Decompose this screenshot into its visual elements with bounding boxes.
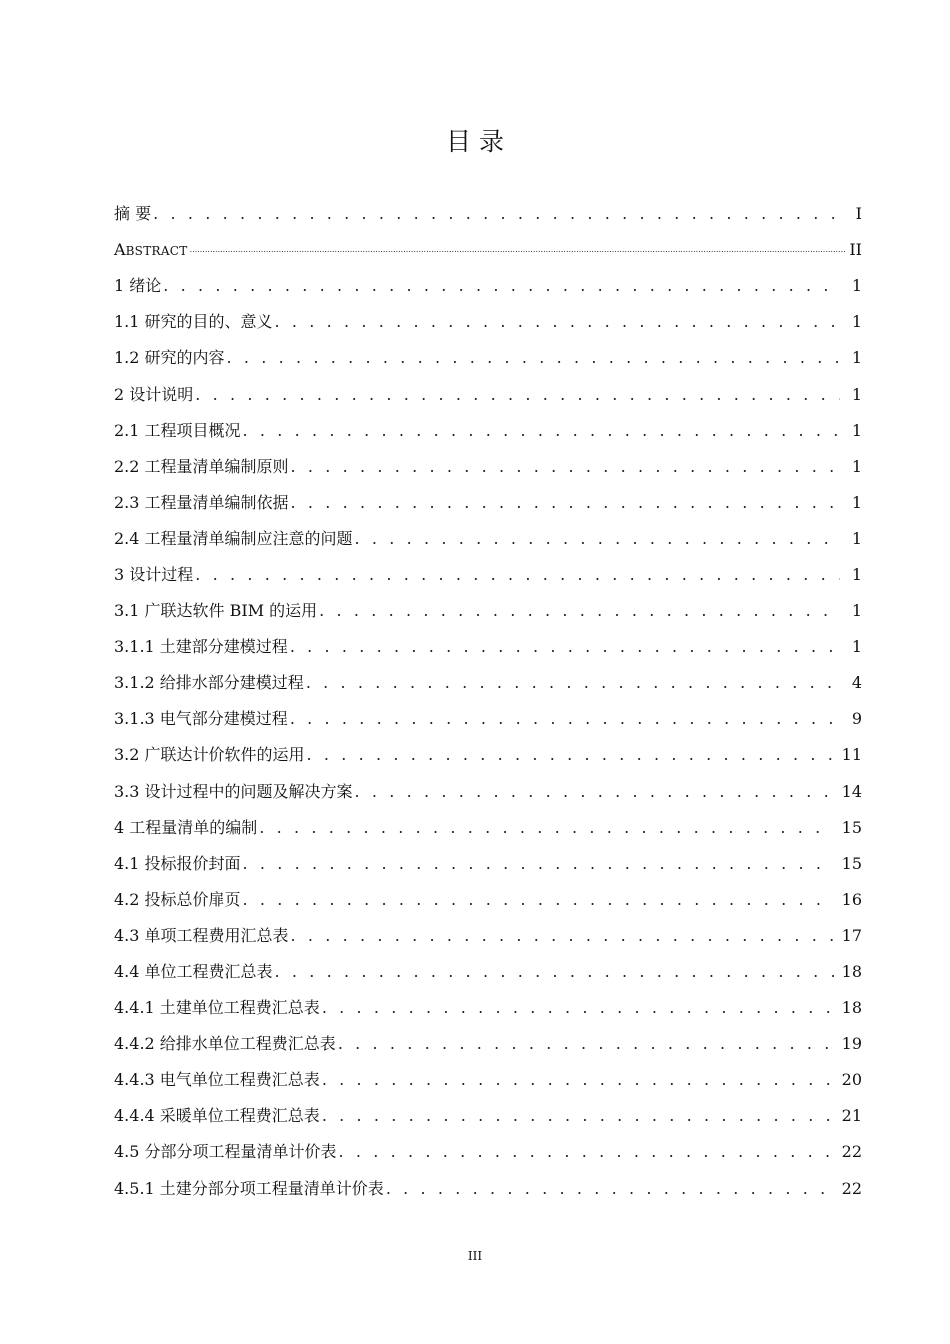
toc-entry-label: 2.1 工程项目概况 [114, 420, 241, 440]
toc-entry-page: 21 [841, 1106, 862, 1126]
toc-entry-page: 16 [841, 889, 862, 909]
toc-entry-page: I [855, 204, 862, 224]
toc-entry-page: 4 [851, 673, 862, 693]
dot-leader [355, 529, 840, 549]
toc-entry-label: 4.3 单项工程费用汇总表 [114, 925, 289, 945]
toc-entry-label: 2.3 工程量清单编制依据 [114, 492, 289, 512]
toc-entry[interactable] [114, 521, 862, 557]
toc-entry[interactable] [114, 340, 862, 376]
toc-entry-label-rest: BSTRACT [125, 243, 188, 258]
toc-entry-label: 3.1.1 土建部分建模过程 [114, 637, 288, 657]
toc-entry-label: 4.4.2 给排水单位工程费汇总表 [114, 1034, 336, 1054]
toc-entry-page: 1 [851, 601, 862, 621]
toc-entry[interactable] [114, 268, 862, 304]
dot-leader [227, 348, 840, 368]
dot-leader [307, 745, 834, 765]
dot-leader [195, 565, 840, 585]
toc-entry[interactable] [114, 1098, 862, 1134]
table-of-contents [114, 196, 862, 1207]
toc-entry-label: 4.5.1 土建分部分项工程量清单计价表 [114, 1178, 384, 1198]
dot-leader [290, 637, 840, 657]
dot-leader [195, 385, 840, 405]
dot-leader [322, 1070, 834, 1090]
toc-entry-label: 4.4.3 电气单位工程费汇总表 [114, 1070, 320, 1090]
toc-entry[interactable] [114, 665, 862, 701]
toc-entry-label: 3 设计过程 [114, 564, 194, 584]
dot-leader [319, 601, 840, 621]
toc-entry-label-initial: A [114, 239, 126, 259]
dot-leader [163, 276, 840, 296]
toc-entry[interactable] [114, 1171, 862, 1207]
toc-entry[interactable] [114, 449, 862, 485]
toc-entry-label: 1.1 研究的目的、意义 [114, 312, 273, 332]
toc-entry[interactable] [114, 196, 862, 232]
dot-leader [243, 854, 834, 874]
toc-entry[interactable] [114, 918, 862, 954]
toc-entry[interactable] [114, 629, 862, 665]
toc-entry-page: 1 [851, 384, 862, 404]
dot-leader [322, 1106, 834, 1126]
toc-entry-page: 15 [841, 817, 862, 837]
toc-entry[interactable] [114, 1134, 862, 1170]
dot-leader [291, 457, 840, 477]
toc-entry[interactable] [114, 557, 862, 593]
toc-entry-page: 11 [841, 745, 862, 765]
toc-entry-page: 20 [841, 1070, 862, 1090]
toc-entry-page: 14 [841, 781, 862, 801]
toc-entry-label: 4.2 投标总价扉页 [114, 889, 241, 909]
toc-entry-page: 15 [841, 853, 862, 873]
toc-entry[interactable] [114, 810, 862, 846]
toc-entry-label: 2 设计说明 [114, 384, 194, 404]
toc-entry-label: 4.5 分部分项工程量清单计价表 [114, 1142, 337, 1162]
toc-entry-label: 4.4.4 采暖单位工程费汇总表 [114, 1106, 320, 1126]
page-title: 目 录 [446, 127, 504, 156]
toc-entry-label: 3.1.2 给排水部分建模过程 [114, 673, 304, 693]
toc-entry-label: 1.2 研究的内容 [114, 348, 225, 368]
dot-leader [275, 962, 834, 982]
toc-entry-label: 3.1.3 电气部分建模过程 [114, 709, 288, 729]
toc-entry-page: 1 [851, 637, 862, 657]
toc-entry[interactable] [114, 737, 862, 773]
toc-entry-label: 3.2 广联达计价软件的运用 [114, 745, 305, 765]
dot-leader [259, 818, 833, 838]
toc-entry-page: 22 [841, 1178, 862, 1198]
toc-entry-label: 摘 要 [114, 204, 152, 224]
toc-entry-page: 1 [851, 420, 862, 440]
toc-entry-page: 1 [851, 564, 862, 584]
toc-entry-page: 17 [841, 925, 862, 945]
toc-entry-page: 22 [841, 1142, 862, 1162]
toc-entry[interactable] [114, 1062, 862, 1098]
toc-entry-label [114, 240, 188, 261]
dot-leader [355, 782, 834, 802]
toc-entry[interactable] [114, 304, 862, 340]
toc-entry[interactable] [114, 1026, 862, 1062]
dot-leader [291, 493, 840, 513]
dot-leader [322, 998, 834, 1018]
toc-entry-page: 1 [851, 492, 862, 512]
toc-entry-label: 4.1 投标报价封面 [114, 853, 241, 873]
toc-entry-page: II [849, 240, 862, 260]
toc-entry[interactable] [114, 846, 862, 882]
toc-entry[interactable] [114, 593, 862, 629]
dot-leader [290, 709, 840, 729]
toc-entry-page: 1 [851, 528, 862, 548]
toc-entry-label: 4 工程量清单的编制 [114, 817, 258, 837]
toc-entry-page: 1 [851, 276, 862, 296]
toc-entry[interactable] [114, 413, 862, 449]
dot-leader [339, 1142, 834, 1162]
dot-leader [338, 1034, 834, 1054]
toc-entry-page: 9 [851, 709, 862, 729]
toc-entry[interactable] [114, 774, 862, 810]
dot-leader [386, 1179, 834, 1199]
toc-entry[interactable] [114, 990, 862, 1026]
dot-leader [153, 204, 840, 224]
toc-entry-label: 3.1 广联达软件 BIM 的运用 [114, 601, 318, 621]
toc-entry-page: 1 [851, 348, 862, 368]
toc-entry[interactable] [114, 701, 862, 737]
toc-entry-label: 4.4.1 土建单位工程费汇总表 [114, 998, 320, 1018]
page-number-footer: III [467, 1249, 483, 1263]
toc-entry-label: 1 绪论 [114, 276, 162, 296]
toc-entry[interactable] [114, 485, 862, 521]
dot-leader [306, 673, 840, 693]
toc-entry-label: 4.4 单位工程费汇总表 [114, 962, 273, 982]
toc-entry-page: 18 [841, 962, 862, 982]
toc-entry-label: 2.2 工程量清单编制原则 [114, 456, 289, 476]
dot-leader [291, 926, 834, 946]
toc-entry-label: 2.4 工程量清单编制应注意的问题 [114, 528, 353, 548]
toc-entry-page: 1 [851, 456, 862, 476]
toc-entry[interactable] [114, 954, 862, 990]
toc-entry[interactable] [114, 376, 862, 412]
dot-leader [243, 890, 834, 910]
toc-entry[interactable] [114, 232, 862, 268]
toc-entry-page: 19 [841, 1034, 862, 1054]
toc-entry-label: 3.3 设计过程中的问题及解决方案 [114, 781, 353, 801]
toc-entry-page: 1 [851, 312, 862, 332]
dot-leader [243, 421, 840, 441]
dot-leader [275, 312, 840, 332]
dot-leader [190, 240, 846, 260]
toc-entry[interactable] [114, 882, 862, 918]
toc-entry-page: 18 [841, 998, 862, 1018]
